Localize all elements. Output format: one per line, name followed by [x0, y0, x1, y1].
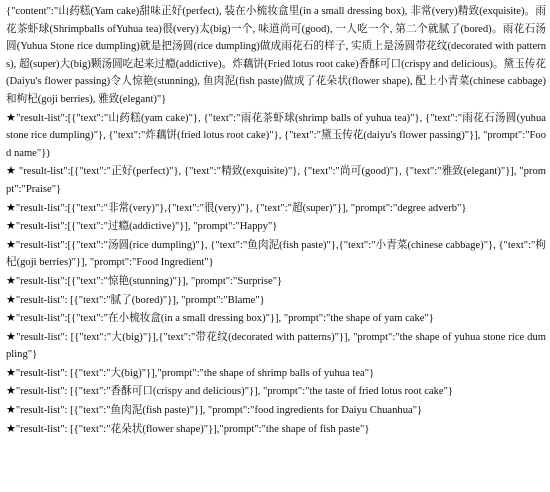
result-list-text: "result-list":[{"text":"在小梳妆盒(in a small dressing box)"}], "prompt":"the shape of yam cake"} [15, 313, 434, 325]
result-list-text: "result-list": [{"text":"大(big)"}],{"text":"带花纹(decorated with patterns)"}], "prompt":"the shape of yuhua stone rice dumpling"} [6, 331, 546, 361]
result-list-text: "result-list":[{"text":"非常(very)"},{"text":"很(very)"}, {"text":"超(super)"}], "prompt":"degree adverb"} [15, 202, 467, 214]
star-icon: ★ [6, 110, 17, 124]
result-list-text: "result-list":[{"text":"惊艳(stunning)"}], "prompt":"Surprise"} [15, 275, 283, 287]
star-icon: ★ [6, 164, 17, 178]
result-list-entry [6, 236, 546, 272]
result-list-entry [6, 291, 546, 310]
star-icon: ★ [6, 329, 17, 343]
result-list-text: "result-list":[{"text":"山药糕(yam cake)"}, {"text":"雨花茶虾球(shrimp balls of yuhua tea)"}, {"text":"雨花石汤圆(yuhua stone rice dumpling)"}, {"text":"炸藕饼(fried lotus root cake)"}, {"text":"黛玉传花(daiyu's flower passing)"}], "prompt":"Food name"}) [6, 112, 546, 159]
result-list-text: "result-list": [{"text":"香酥可口(crispy and delicious)"}], "prompt":"the taste of fried lotus root cake"} [15, 386, 454, 398]
star-icon: ★ [6, 292, 16, 306]
result-list-text: "result-list":[{"text":"正好(perfect)"}, {"text":"精致(exquisite)"}, {"text":"尚可(good)"}, {"text":"雅致(elegant)"}], "prompt":"Praise"} [6, 166, 546, 195]
result-list-entry [6, 199, 546, 218]
star-icon: ★ [6, 421, 16, 435]
result-list-text: "result-list": [{"text":"腻了(bored)"}], "prompt":"Blame"} [15, 294, 265, 306]
result-list-entry [6, 401, 546, 420]
content-paragraph: {"content":"山药糕(Yam cake)甜味正好(perfect), 装在小梳妆盒里(in a small dressing box), 非常(very)精致(exquisite)。雨花茶虾球(Shrimpballs ofYuhua tea)很(very)太(big)一个, 味道尚可(good), 一人吃一个, 第二个就腻了(bored)。雨花石汤圆(Yuhua Stone rice dumpling)就是把汤圆(rice dumpling)做成雨花石的样子, 实质上是汤圆带花纹(decorated with patterns), 超(super)大(big)颗汤圆吃起来过瘾(addictive)。炸藕饼(Fried lotus root cake)香酥可口(crispy and delicious)。黛玉传花(Daiyu's flower passing)令人惊艳(stunning), 鱼肉泥(fish paste)做成了花朵状(flower shape), 配上小青菜(chinese cabbage)和枸杞(goji berries), 雅致(elegant)"} [6, 6, 546, 105]
result-list-text: "result-list": [{"text":"花朵状(flower shape)"}],"prompt":"the shape of fish paste"} [15, 423, 370, 435]
result-list-text: "result-list": [{"text":"鱼肉泥(fish paste)"}], "prompt":"food ingredients for Daiyu Chuanhua"} [15, 405, 423, 417]
star-icon: ★ [6, 273, 16, 287]
result-list-text: "result-list":[{"text":"过瘾(addictive)"}], "prompt":"Happy"} [15, 221, 278, 233]
result-list-text: "result-list":[{"text":"汤圆(rice dumpling)"}, {"text":"鱼肉泥(fish paste)"},{"text":"小青菜(chinese cabbage)"}, {"text":"枸杞(goji berries)"}], "prompt":"Food Ingredient"} [6, 239, 546, 269]
star-icon: ★ [6, 219, 16, 233]
star-icon: ★ [6, 384, 16, 398]
result-list-entry [6, 162, 546, 198]
result-list-entries [6, 109, 546, 439]
star-icon: ★ [6, 200, 16, 214]
star-icon: ★ [6, 365, 16, 379]
result-list-entry [6, 109, 546, 163]
star-icon: ★ [6, 237, 16, 251]
star-icon: ★ [6, 311, 16, 325]
result-list-text: "result-list": [{"text":"大(big)"}],"prompt":"the shape of shrimp balls of yuhua tea"} [15, 367, 375, 379]
document-body [6, 3, 546, 438]
result-list-entry [6, 272, 546, 291]
star-icon: ★ [6, 403, 16, 417]
result-list-entry [6, 309, 546, 328]
result-list-entry [6, 217, 546, 236]
result-list-entry [6, 328, 546, 364]
result-list-entry [6, 364, 546, 383]
result-list-entry [6, 382, 546, 401]
result-list-entry [6, 420, 546, 439]
